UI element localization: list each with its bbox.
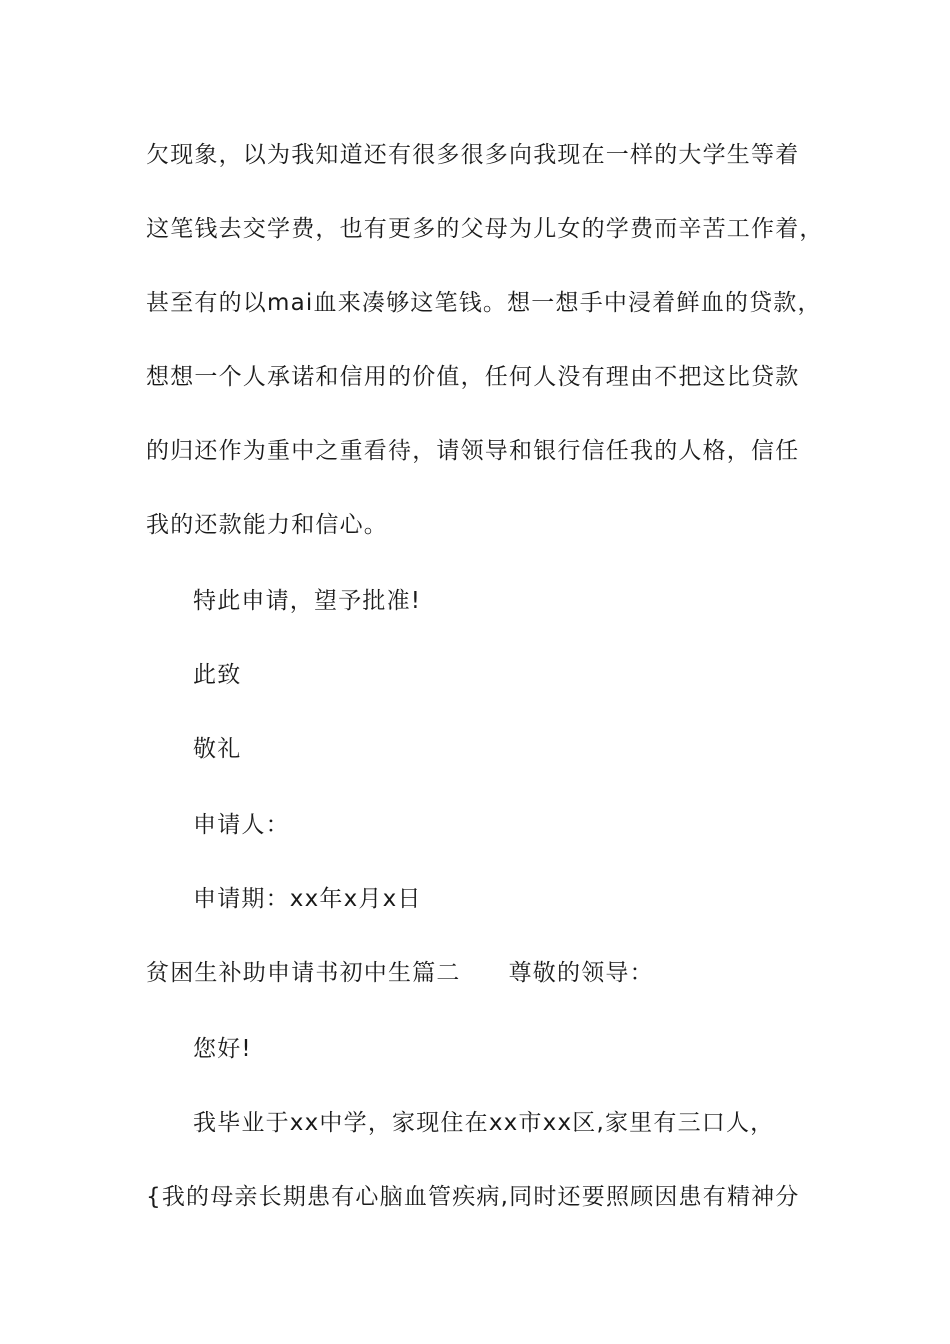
applicant-label: 申请人：: [193, 812, 290, 838]
application-date: 申请期：xx年x月x日: [193, 886, 422, 912]
paragraph-line: 甚至有的以mai血来凑够这笔钱。想一想手中浸着鲜血的贷款，: [146, 290, 822, 316]
salutation: 尊敬的领导：: [508, 960, 654, 986]
paragraph-line: 欠现象，以为我知道还有很多很多向我现在一样的大学生等着: [146, 142, 800, 168]
closing-salute: 敬礼: [193, 736, 242, 762]
closing-phrase: 此致: [193, 662, 242, 688]
paragraph-line: {我的母亲长期患有心脑血管疾病,同时还要照顾因患有精神分: [146, 1184, 800, 1210]
paragraph-line: 我毕业于xx中学，家现住在xx市xx区,家里有三口人，: [193, 1110, 775, 1136]
paragraph-line: 我的还款能力和信心。: [146, 512, 388, 538]
paragraph-line: 这笔钱去交学费，也有更多的父母为儿女的学费而辛苦工作着，: [146, 216, 824, 242]
paragraph-line: 想想一个人承诺和信用的价值，任何人没有理由不把这比贷款: [146, 364, 800, 390]
section-title: 贫困生补助申请书初中生篇二: [146, 960, 461, 986]
section-heading: [146, 958, 654, 988]
paragraph-line: 的归还作为重中之重看待，请领导和银行信任我的人格，信任: [146, 438, 800, 464]
closing-request: 特此申请，望予批准!: [193, 588, 422, 614]
greeting: 您好!: [193, 1036, 252, 1062]
